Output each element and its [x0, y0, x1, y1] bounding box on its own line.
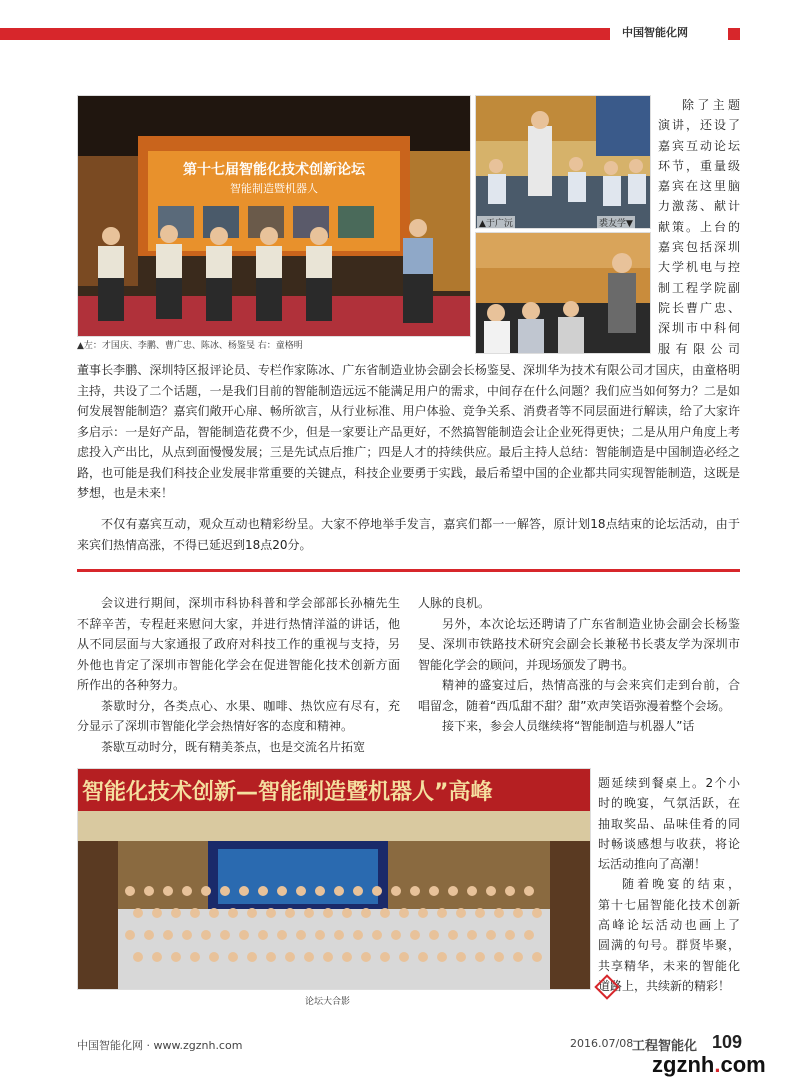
body-paragraph: 会议进行期间，深圳市科协科普和学会部部长孙楠先生不辞辛苦，专程赶来慰问大家，并进行热情洋溢的讲话，他从不同层面与大家通报了政府对科技工作的重视与支持，另外他也肯定了深圳市智能化学会在促进智能化技术创新方面所作出的各种努力。: [77, 596, 400, 692]
intro-narrow-line: 献策。上台的: [658, 219, 740, 234]
intro-narrow-line: 环节，重量级: [658, 158, 740, 173]
intro-narrow-line: 大学机电与控: [658, 260, 740, 275]
intro-narrow-line: 深圳市中科伺: [658, 321, 740, 336]
body-paragraph: 精神的盛宴过后，热情高涨的与会来宾们走到台前，合唱留念，随着“西瓜甜不甜？甜”欢声笑语弥漫着整个会场。: [418, 678, 740, 713]
watermark-main: zgznh: [652, 1052, 715, 1077]
speaker-photo-top: [475, 95, 651, 229]
speaker-left-caption: ▲于广沅: [477, 216, 515, 229]
intro-wide-paragraph: 董事长李鹏、深圳特区报评论员、专栏作家陈冰、广东省制造业协会副会长杨鉴旻、深圳华为技术有限公司才国庆，由童格明主持，共设了二个话题，一是我们目前的智能制造远远不能满足用户的需求，中间存在什么问题？我们应当如何努力？二是如何发展智能制造？嘉宾们敞开心扉、畅所欲言，从行业标准、用户体验、竞争关系、消费者等不同层面进行解读，给了大家许多启示：一是好产品，智能制造花费不少，但是一家要让产品更好，不然搞智能制造会让企业死得更快；二是从用户角度上考虑投入产出比，从点到面慢慢发展；三是先试点后推广；四是人才的持续供应。最后主持人总结：智能制造是中国制造必经之路，也可能是我们科技企业发展非常重要的关键点，科技企业要勇于实践，最后希望中国的企业都共同实现智能制造，这既是梦想，也是未来！: [77, 363, 740, 500]
body-paragraph: 茶歇时分，各类点心、水果、咖啡、热饮应有尽有，充分显示了深圳市智能化学会热情好客的态度和精神。: [77, 698, 400, 733]
group-caption: 论坛大合影: [305, 997, 351, 1007]
footer-date: 2016.07/08: [570, 1037, 634, 1050]
banner-text: 智能化技术创新—智能制造暨机器人”高峰: [82, 780, 493, 805]
panel-caption: ▲左：才国庆、李鹏、曹广忠、陈冰、杨鉴旻 右：童格明: [77, 341, 303, 351]
intro-narrow-line: 演讲，还设了: [658, 118, 740, 133]
watermark: [652, 1052, 766, 1078]
body-narrow-line: 时的晚宴，气氛活跃，在: [598, 796, 740, 811]
body-narrow-line: 第十七届智能化技术创新: [598, 897, 740, 912]
intro-narrow-line: 嘉宾包括深圳: [658, 240, 740, 255]
body-paragraph: 人脉的良机。: [418, 596, 491, 610]
intro-narrow-line: 除了主题: [682, 98, 740, 112]
header-red-bar: [0, 28, 610, 40]
body-narrow-line: 时畅谈感想与收获，将论: [598, 836, 740, 851]
intro-narrow-line: 嘉宾互动论坛: [658, 138, 740, 153]
body-narrow-line: 随着晚宴的结束，: [622, 877, 740, 892]
body-narrow-line: 道路上，共续新的精彩！: [598, 978, 731, 993]
screen-title: 第十七届智能化技术创新论坛: [183, 162, 365, 178]
intro-narrow-line: 制工程学院副: [658, 280, 740, 295]
audience-paragraph: 不仅有嘉宾互动，观众互动也精彩纷呈。大家不停地举手发言，嘉宾们都一一解答，原计划18点结束的论坛活动，由于来宾们热情高涨，不得已延迟到18点20分。: [77, 517, 740, 552]
intro-narrow-line: 嘉宾在这里脑: [658, 179, 740, 194]
body-narrow-line: 抽取奖品、品味佳肴的同: [598, 816, 740, 831]
footer-magazine: 工程智能化: [632, 1039, 698, 1054]
watermark-dot: .: [714, 1052, 721, 1077]
speaker-photo-bottom: [475, 232, 651, 354]
watermark-tld: com: [720, 1052, 766, 1077]
screen-subtitle: 智能制造暨机器人: [230, 182, 318, 195]
body-narrow-line: 高峰论坛活动也画上了: [598, 918, 740, 933]
body-right-narrow-column: [598, 773, 740, 996]
panel-photo: [77, 95, 471, 337]
footer-site: 中国智能化网 · www.zgznh.com: [77, 1039, 243, 1052]
header-brand: 中国智能化网: [622, 26, 688, 39]
intro-narrow-column: [658, 95, 740, 359]
group-photo: [77, 768, 591, 990]
intro-narrow-line: 院长曹广忠、: [658, 300, 740, 315]
body-right-column: [418, 593, 740, 737]
page-number: 109: [712, 1032, 743, 1052]
section-divider: [77, 569, 740, 572]
header-red-square: [728, 28, 740, 40]
body-paragraph: 茶歇互动时分，既有精美茶点，也是交流名片拓宽: [101, 739, 366, 754]
body-left-column: [77, 593, 400, 757]
body-narrow-line: 题延续到餐桌上。2个小: [598, 776, 740, 790]
body-narrow-line: 圆满的句号。群贤毕聚，: [598, 938, 740, 953]
speaker-right-caption: 裘友学▼: [597, 216, 635, 229]
body-paragraph: 另外，本次论坛还聘请了广东省制造业协会副会长杨鉴旻、深圳市铁路技术研究会副会长兼秘书长裘友学为深圳市智能化学会的顾问，并现场颁发了聘书。: [418, 616, 740, 672]
body-paragraph: 接下来，参会人员继续将“智能制造与机器人”话: [442, 719, 695, 733]
intro-narrow-line: 力激荡、献计: [658, 199, 740, 214]
body-narrow-line: 共享精华，未来的智能化: [598, 958, 740, 973]
intro-narrow-line: 服有限公司: [658, 341, 740, 356]
body-narrow-line: 坛活动推向了高潮！: [598, 857, 707, 872]
